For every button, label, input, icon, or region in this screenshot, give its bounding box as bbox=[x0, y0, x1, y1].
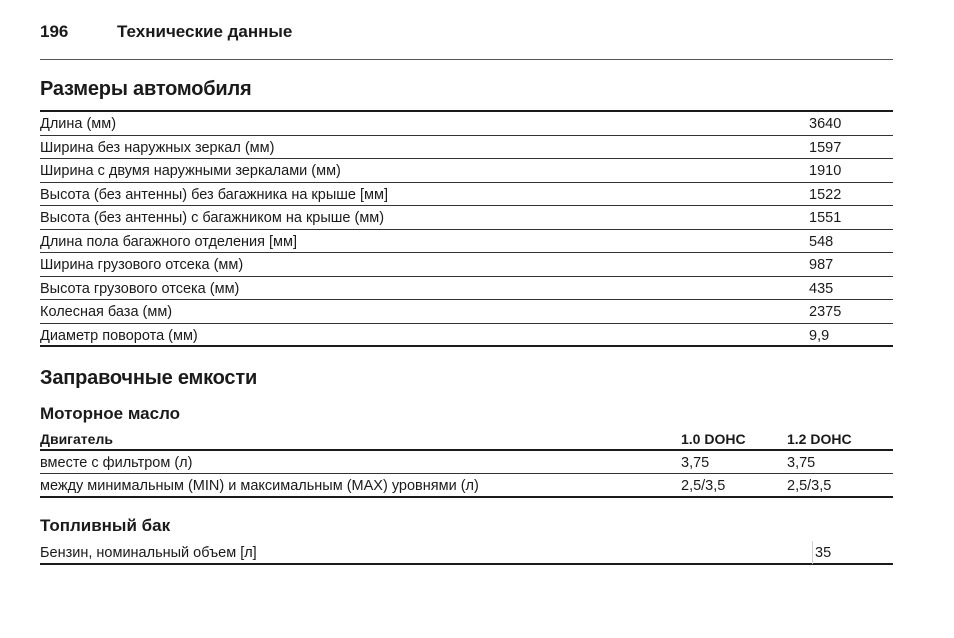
table-row bbox=[40, 300, 893, 324]
row-label: Длина (мм) bbox=[40, 116, 117, 132]
row-label: вместе с фильтром (л) bbox=[40, 454, 193, 471]
page-header bbox=[40, 20, 893, 60]
row-value: 548 bbox=[809, 233, 834, 250]
row-value-1-2-dohc: 3,75 bbox=[787, 454, 816, 471]
table-row bbox=[40, 324, 893, 348]
engine-oil-heading: Моторное масло bbox=[40, 404, 181, 423]
column-header-engine: Двигатель bbox=[40, 431, 113, 447]
fuel-tank-heading: Топливный бак bbox=[40, 516, 171, 535]
table-row bbox=[40, 206, 893, 230]
row-value: 3640 bbox=[809, 116, 842, 132]
table-row bbox=[40, 230, 893, 254]
row-value: 35 bbox=[815, 545, 832, 561]
dimensions-table bbox=[40, 112, 893, 347]
row-value: 987 bbox=[809, 257, 834, 273]
row-value: 9,9 bbox=[809, 327, 830, 344]
table-row bbox=[40, 159, 893, 183]
column-header-1-0-dohc: 1.0 DOHC bbox=[681, 431, 746, 447]
row-value-1-2-dohc: 2,5/3,5 bbox=[787, 478, 832, 494]
row-label: между минимальным (MIN) и максимальным (MAX) уровнями (л) bbox=[40, 478, 479, 494]
row-label: Высота (без антенны) без багажника на крыше [мм] bbox=[40, 186, 388, 203]
row-value: 1910 bbox=[809, 163, 842, 179]
row-label: Высота грузового отсека (мм) bbox=[40, 280, 240, 297]
table-row bbox=[40, 451, 893, 475]
table-row bbox=[40, 136, 893, 160]
row-value-1-0-dohc: 2,5/3,5 bbox=[681, 478, 726, 494]
row-value: 2375 bbox=[809, 304, 842, 320]
page-number: 196 bbox=[40, 22, 69, 41]
column-divider bbox=[812, 541, 813, 564]
table-row bbox=[40, 277, 893, 301]
row-label: Диаметр поворота (мм) bbox=[40, 327, 198, 344]
row-label: Длина пола багажного отделения [мм] bbox=[40, 233, 297, 250]
dimensions-heading: Размеры автомобиля bbox=[40, 78, 252, 100]
row-value-1-0-dohc: 3,75 bbox=[681, 454, 710, 471]
row-value: 1551 bbox=[809, 210, 842, 226]
row-value: 1597 bbox=[809, 139, 842, 156]
table-header-row bbox=[40, 427, 893, 451]
row-value: 1522 bbox=[809, 186, 842, 203]
row-label: Высота (без антенны) с багажником на крыше (мм) bbox=[40, 210, 385, 226]
row-label: Бензин, номинальный объем [л] bbox=[40, 545, 257, 561]
capacities-heading: Заправочные емкости bbox=[40, 367, 258, 389]
row-label: Ширина с двумя наружными зеркалами (мм) bbox=[40, 163, 341, 179]
table-row bbox=[40, 253, 893, 277]
table-row bbox=[40, 112, 893, 136]
column-header-1-2-dohc: 1.2 DOHC bbox=[787, 431, 852, 447]
row-label: Ширина без наружных зеркал (мм) bbox=[40, 139, 275, 156]
engine-oil-table bbox=[40, 427, 893, 498]
row-label: Ширина грузового отсека (мм) bbox=[40, 257, 244, 273]
table-row bbox=[40, 541, 893, 565]
fuel-tank-table bbox=[40, 541, 893, 565]
section-title: Технические данные bbox=[117, 22, 293, 41]
table-row bbox=[40, 474, 893, 498]
table-row bbox=[40, 183, 893, 207]
row-label: Колесная база (мм) bbox=[40, 304, 173, 320]
row-value: 435 bbox=[809, 280, 834, 297]
